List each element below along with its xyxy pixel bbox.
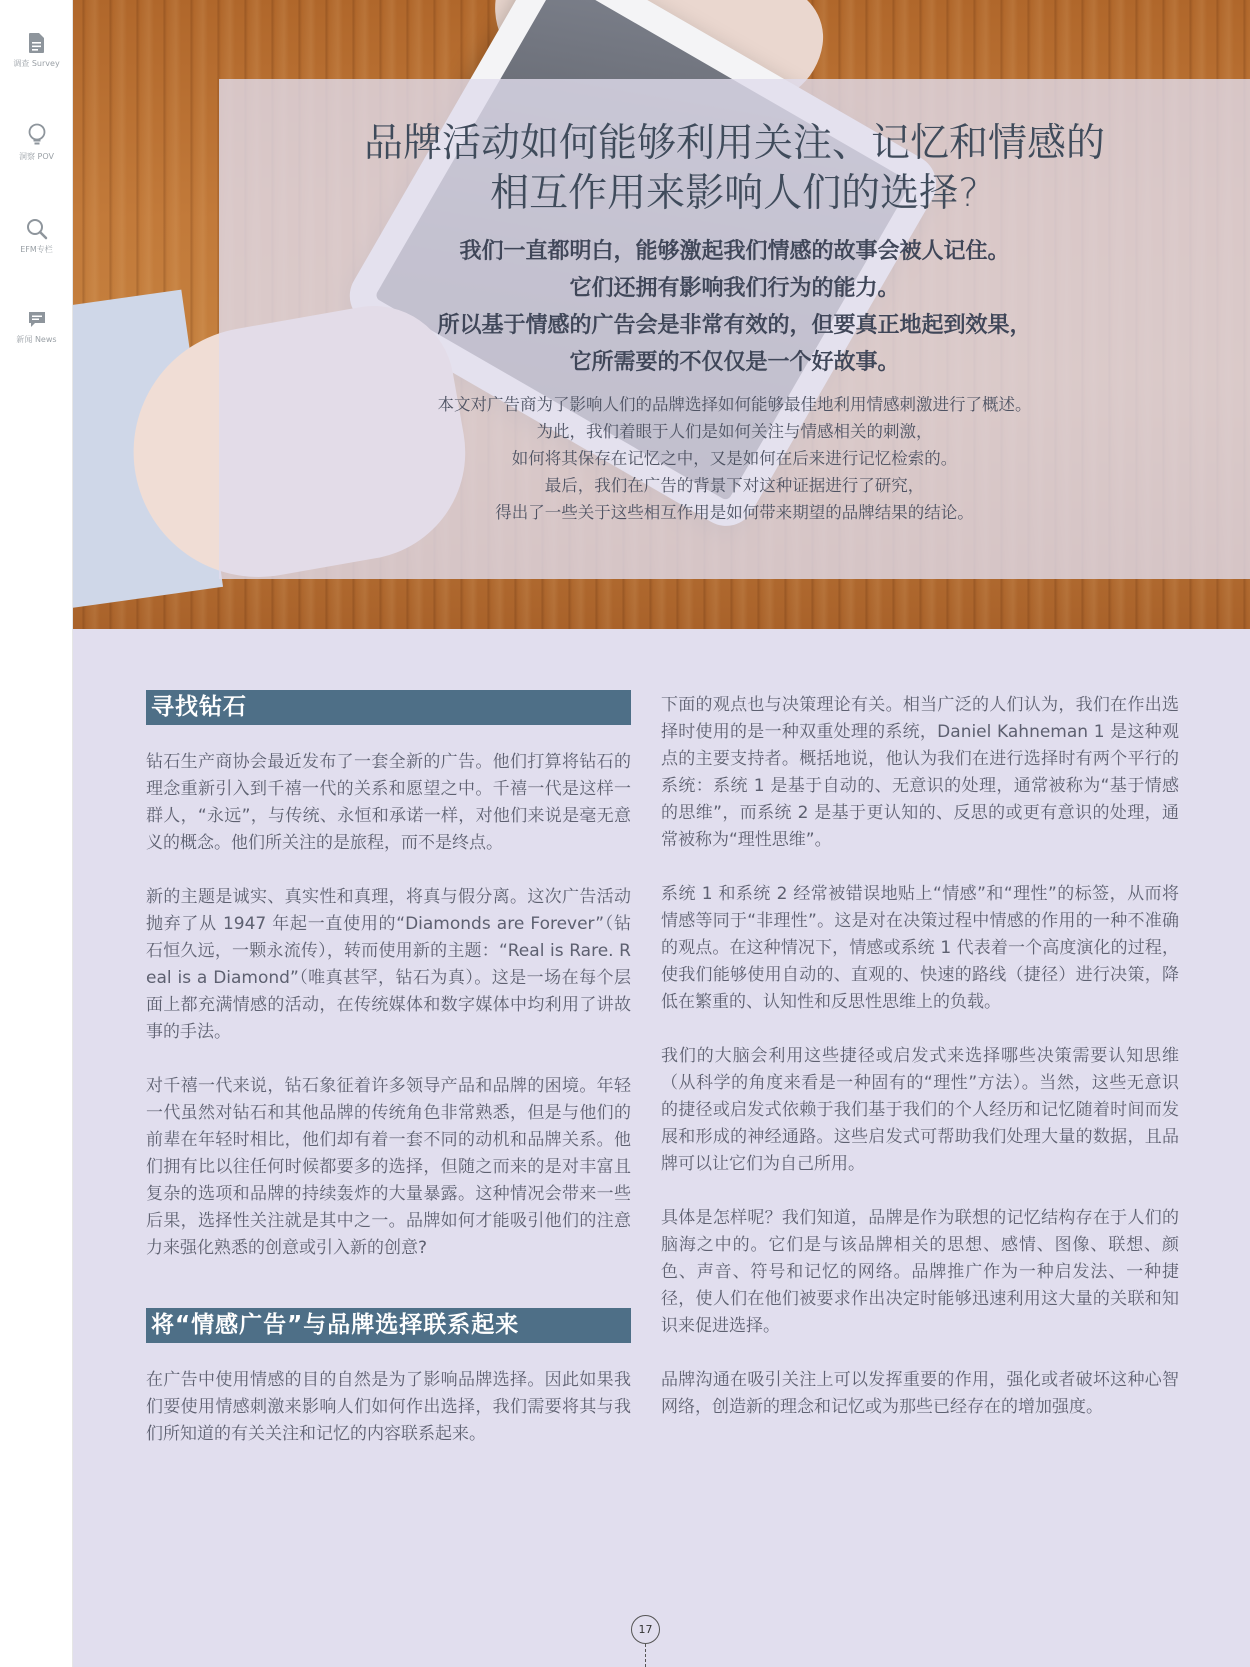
sidebar-item-pov[interactable] [0, 123, 73, 162]
left-column [146, 690, 631, 1448]
hero-text-panel [219, 79, 1250, 579]
page-number: 17 [631, 1615, 660, 1644]
sidebar-item-label: 调查 Survey [13, 59, 60, 68]
right-column [661, 692, 1179, 1421]
paragraph: 品牌沟通在吸引关注上可以发挥重要的作用，强化或者破坏这种心智网络，创造新的理念和记忆或为那些已经存在的增加强度。 [661, 1370, 1179, 1417]
page-number-connector [645, 1644, 646, 1667]
hero-lead-line: 我们一直都明白，能够激起我们情感的故事会被人记住。 [459, 239, 1010, 264]
sidebar-item-survey[interactable] [0, 32, 73, 69]
hero-intro-line: 得出了一些关于这些相互作用是如何带来期望的品牌结果的结论。 [495, 503, 974, 522]
paragraph: 系统 1 和系统 2 经常被错误地贴上“情感”和“理性”的标签，从而将情感等同于“非理性”。这是对在决策过程中情感的作用的一种不准确的观点。在这种情况下，情感或系统 1 代表着一个高度演化的过程，使我们能够使用自动的、直观的、快速的路线（捷径）进行决策，降低在繁重的、认知性和反思性思维上的负载。 [661, 884, 1179, 1012]
sidebar-item-label: 新闻 News [16, 335, 57, 344]
sidebar-item-news[interactable] [0, 310, 73, 345]
paragraph: 对千禧一代来说，钻石象征着许多领导产品和品牌的困境。年轻一代虽然对钻石和其他品牌的传统角色非常熟悉，但是与他们的前辈在年轻时相比，他们却有着一套不同的动机和品牌关系。他们拥有比以往任何时候都要多的选择，但随之而来的是对丰富且复杂的选项和品牌的持续轰炸的大量暴露。这种情况会带来一些后果，选择性关注就是其中之一。品牌如何才能吸引他们的注意力来强化熟悉的创意或引入新的创意? [146, 1076, 631, 1258]
page-title-line: 相互作用来影响人们的选择? [490, 171, 979, 216]
page-title-line: 品牌活动如何能够利用关注、记忆和情感的 [363, 121, 1105, 166]
hero-intro-line: 最后，我们在广告的背景下对这种证据进行了研究， [544, 476, 925, 495]
chat-bubble-icon [27, 310, 47, 330]
sidebar [0, 0, 73, 1667]
paragraph: 在广告中使用情感的目的自然是为了影响品牌选择。因此如果我们要使用情感刺激来影响人们如何作出选择，我们需要将其与我们所知道的有关关注和记忆的内容联系起来。 [146, 1370, 631, 1444]
lightbulb-icon [27, 123, 47, 147]
paragraph: 具体是怎样呢？我们知道，品牌是作为联想的记忆结构存在于人们的脑海之中的。它们是与该品牌相关的思想、感情、图像、联想、颜色、声音、符号和记忆的网络。品牌推广作为一种启发法、一种捷径，使人们在他们被要求作出决定时能够迅速利用这大量的关联和知识来促进选择。 [661, 1208, 1179, 1336]
page-title [219, 119, 1250, 219]
hero-lead-line: 它们还拥有影响我们行为的能力。 [569, 276, 900, 301]
hero-intro-line: 如何将其保存在记忆之中，又是如何在后来进行记忆检索的。 [511, 449, 958, 468]
paragraph: 新的主题是诚实、真实性和真理，将真与假分离。这次广告活动抛弃了从 1947 年起一直使用的“Diamonds are Forever”（钻石恒久远，一颗永流传），转而使用新的主题：“Real is Rare. Real is a Diamond”（唯真甚罕，钻石为真）。这是一场在每个层面上都充满情感的活动，在传统媒体和数字媒体中均利用了讲故事的手法。 [146, 887, 631, 1042]
hero-intro-line: 为此，我们着眼于人们是如何关注与情感相关的刺激， [536, 422, 933, 441]
paragraph: 钻石生产商协会最近发布了一套全新的广告。他们打算将钻石的理念重新引入到千禧一代的关系和愿望之中。千禧一代是这样一群人，“永远”，与传统、永恒和承诺一样，对他们来说是毫无意义的概念。他们所关注的是旅程，而不是终点。 [146, 752, 631, 853]
paragraph: 下面的观点也与决策理论有关。相当广泛的人们认为，我们在作出选择时使用的是一种双重处理的系统，Daniel Kahneman 1 是这种观点的主要支持者。概括地说，他认为我们在进行选择时有两个平行的系统：系统 1 是基于自动的、无意识的处理，通常被称为“基于情感的思维”，而系统 2 是基于更认知的、反思的或更有意识的处理，通常被称为“理性思维”。 [661, 695, 1179, 850]
sidebar-item-efm[interactable] [0, 218, 73, 255]
search-icon [26, 218, 48, 240]
sidebar-item-label: EFM专栏 [20, 245, 53, 254]
sidebar-item-label: 洞察 POV [19, 152, 54, 161]
hero-banner [73, 0, 1250, 629]
hero-lead [219, 233, 1250, 381]
document-icon [28, 32, 46, 54]
hero-lead-line: 所以基于情感的广告会是非常有效的，但要真正地起到效果， [437, 313, 1032, 338]
section-heading-diamonds: 寻找钻石 [146, 690, 631, 725]
paragraph: 我们的大脑会利用这些捷径或启发式来选择哪些决策需要认知思维（从科学的角度来看是一种固有的“理性”方法）。当然，这些无意识的捷径或启发式依赖于我们基于我们的个人经历和记忆随着时间而发展和形成的神经通路。这些启发式可帮助我们处理大量的数据，且品牌可以让它们为自己所用。 [661, 1046, 1179, 1174]
section-heading-emotional-ads: 将“情感广告”与品牌选择联系起来 [146, 1308, 631, 1343]
hero-lead-line: 它所需要的不仅仅是一个好故事。 [569, 350, 900, 375]
hero-intro [219, 391, 1250, 526]
hero-intro-line: 本文对广告商为了影响人们的品牌选择如何能够最佳地利用情感刺激进行了概述。 [437, 395, 1032, 414]
